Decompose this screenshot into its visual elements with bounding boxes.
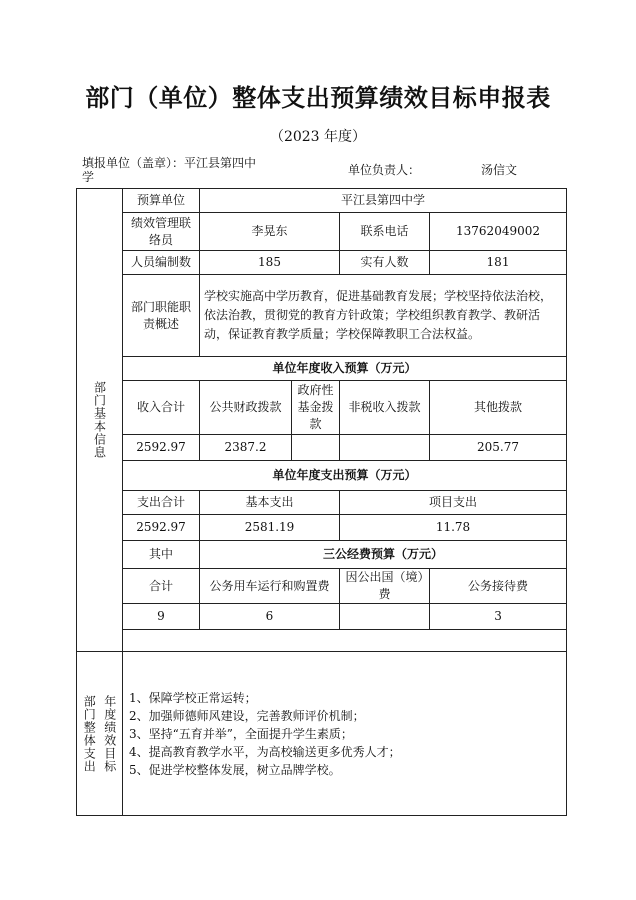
contact-value: 李晃东: [200, 213, 340, 251]
unit-head-label: 单位负责人：: [348, 163, 421, 177]
budget-unit-value: 平江县第四中学: [200, 189, 567, 213]
expense-value-total: 2592.97: [123, 515, 200, 541]
income-heading: 单位年度收入预算（万元）: [123, 357, 567, 381]
income-header-other: 其他拨款: [430, 381, 567, 435]
staff-quota-label: 人员编制数: [123, 251, 200, 275]
basic-info-section-label: 部门基本信息: [77, 189, 123, 652]
goal-item: 3、坚持“五育并举”，全面提升学生素质；: [129, 726, 353, 741]
blank-row: [123, 630, 567, 652]
goal-item: 4、提高教育教学水平，为高校输送更多优秀人才；: [129, 744, 401, 759]
income-value-nontax: [340, 435, 430, 461]
contact-label: 绩效管理联络员: [123, 213, 200, 251]
three-value-vehicle: 6: [200, 604, 340, 630]
income-header-fund: 政府性基金拨款: [292, 381, 340, 435]
income-header-public: 公共财政拨款: [200, 381, 292, 435]
income-value-other: 205.77: [430, 435, 567, 461]
three-value-total: 9: [123, 604, 200, 630]
expense-value-basic: 2581.19: [200, 515, 340, 541]
expense-header-project: 项目支出: [340, 491, 567, 515]
three-header-total: 合计: [123, 569, 200, 604]
income-value-total: 2592.97: [123, 435, 200, 461]
expense-value-project: 11.78: [340, 515, 567, 541]
reporting-unit-label-cont: 学: [82, 170, 95, 184]
income-header-total: 收入合计: [123, 381, 200, 435]
form-title: 部门（单位）整体支出预算绩效目标申报表: [85, 84, 551, 112]
phone-label: 联系电话: [340, 213, 430, 251]
income-value-fund: [292, 435, 340, 461]
phone-value: 13762049002: [430, 213, 567, 251]
three-value-abroad: [340, 604, 430, 630]
income-header-nontax: 非税收入拨款: [340, 381, 430, 435]
expense-header-total: 支出合计: [123, 491, 200, 515]
goal-item: 2、加强师德师风建设，完善教师评价机制；: [129, 708, 365, 723]
expense-heading: 单位年度支出预算（万元）: [123, 461, 567, 491]
goals-list: [123, 652, 567, 816]
budget-unit-label: 预算单位: [123, 189, 200, 213]
form-year: （2023 年度）: [269, 129, 367, 145]
reporting-unit-label: 填报单位（盖章）：平江县第四中: [82, 156, 257, 170]
actual-staff-value: 181: [430, 251, 567, 275]
actual-staff-label: 实有人数: [340, 251, 430, 275]
three-header-vehicle: 公务用车运行和购置费: [200, 569, 340, 604]
three-header-abroad: 因公出国（境）费: [340, 569, 430, 604]
goal-item: 5、促进学校整体发展，树立品牌学校。: [129, 762, 341, 777]
three-public-heading: 三公经费预算（万元）: [200, 541, 567, 569]
reporting-unit: [82, 156, 256, 184]
duty-label: 部门职能职责概述: [123, 275, 200, 357]
duty-text: 学校实施高中学历教育，促进基础教育发展；学校坚持依法治校，依法治教，贯彻党的教育方针政策；学校组织教育教学、教研活动，保证教育教学质量；学校保障教职工合法权益。: [200, 275, 567, 357]
goal-item: 1、保障学校正常运转；: [129, 690, 257, 705]
staff-quota-value: 185: [200, 251, 340, 275]
three-value-reception: 3: [430, 604, 567, 630]
goals-section-label: [77, 652, 123, 816]
three-header-reception: 公务接待费: [430, 569, 567, 604]
income-value-public: 2387.2: [200, 435, 292, 461]
goals-label-right: 年度绩效目标: [102, 694, 117, 773]
goals-label-left: 部门整体支出: [82, 694, 97, 773]
unit-head-value: 汤信文: [481, 163, 518, 177]
expense-header-basic: 基本支出: [200, 491, 340, 515]
budget-form-table: [76, 188, 567, 816]
among-label: 其中: [123, 541, 200, 569]
